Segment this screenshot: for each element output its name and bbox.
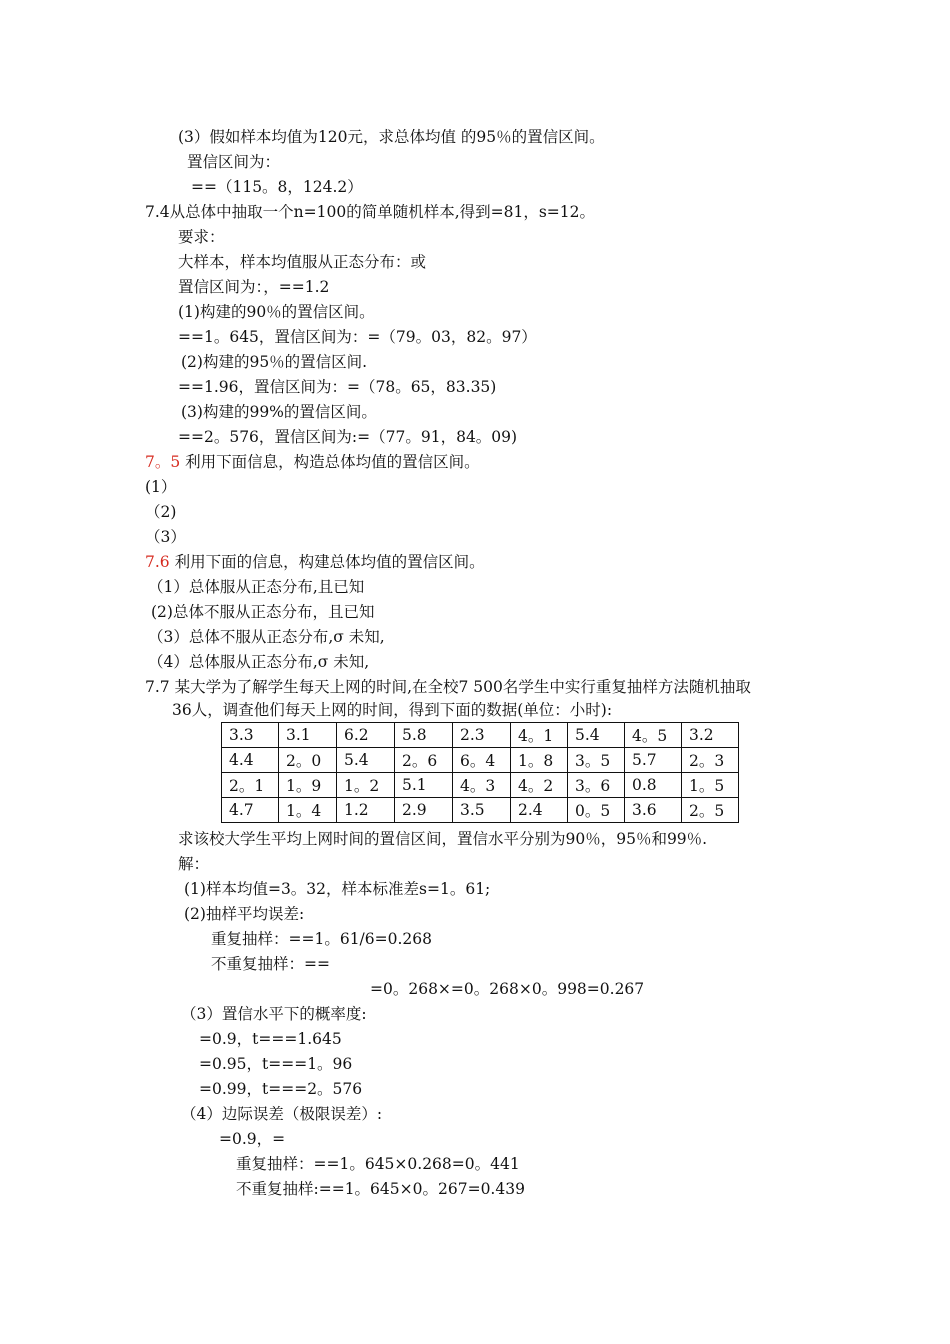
table-row [222,798,739,823]
table-cell: 4.4 [222,748,279,773]
line-7-5-title [145,452,480,472]
table-cell: 3.6 [625,798,682,823]
line-7-6-item-4: （4）总体服从正态分布,σ 未知, [148,653,370,671]
line-interval-result: ==（115。8，124.2） [191,178,363,196]
line-99-result: ==2。576，置信区间为:=（77。91，84。09) [178,428,518,446]
table-cell: 4。2 [511,773,568,798]
line-7-6-item-3: （3）总体不服从正态分布,σ 未知, [148,628,385,646]
section-text-7-6: 利用下面的信息，构建总体均值的置信区间。 [169,553,485,571]
table-cell: 4.7 [222,798,279,823]
table-cell: 1.2 [337,798,395,823]
line-7-7-question: 求该校大学生平均上网时间的置信区间，置信水平分别为90％，95％和99％. [178,830,708,848]
table-cell: 1。2 [337,773,395,798]
table-cell: 2。6 [395,748,453,773]
line-interval-label: 置信区间为： [187,153,281,171]
table-cell: 2.9 [395,798,453,823]
table-cell: 3。6 [568,773,625,798]
table-cell: 6.2 [337,723,395,748]
table-cell: 3.1 [279,723,337,748]
line-probability-degree: （3）置信水平下的概率度: [181,1005,367,1023]
line-sampling-error: (2)抽样平均误差: [184,905,305,923]
table-row [222,748,739,773]
line-7-6-item-1: （1）总体服从正态分布,且已知 [148,578,365,596]
table-cell: 4。3 [453,773,511,798]
online-hours-table [221,722,739,823]
section-number-7-5: 7。5 [145,453,181,471]
table-cell: 3.2 [682,723,739,748]
line-normal-dist: 大样本，样本均值服从正态分布：或 [178,253,427,271]
line-7-5-item-3: （3） [145,528,186,546]
line-7-6-title [145,552,485,572]
table-cell: 4。5 [625,723,682,748]
line-t-99: =0.99，t===2。576 [199,1080,363,1098]
line-90-result: ==1。645，置信区间为：=（79。03，82。97） [178,328,537,346]
line-margin-repeated: 重复抽样：==1。645×0.268=0。441 [236,1155,520,1173]
line-7-5-item-2: （2) [145,503,177,521]
line-nonrepeated-sampling: 不重复抽样：== [211,955,330,973]
section-text-7-5: 利用下面信息，构造总体均值的置信区间。 [180,453,480,471]
table-cell: 0。5 [568,798,625,823]
line-7-4-title: 7.4从总体中抽取一个n=100的简单随机样本,得到=81，s=12。 [145,203,596,221]
table-cell: 3.5 [453,798,511,823]
line-7-7-title: 7.7 某大学为了解学生每天上网的时间,在全校7 500名学生中实行重复抽样方法随机抽取 [145,678,751,696]
table-cell: 2.3 [453,723,511,748]
table-cell: 5.8 [395,723,453,748]
line-90-ci: (1)构建的90％的置信区间。 [178,303,375,321]
table-cell: 1。4 [279,798,337,823]
line-t-95: =0.95，t===1。96 [199,1055,353,1073]
line-margin-90: =0.9，= [219,1130,286,1148]
table-cell: 2。5 [682,798,739,823]
table-cell: 5.7 [625,748,682,773]
line-99-ci: (3)构建的99%的置信区间。 [181,403,377,421]
table-cell: 1。8 [511,748,568,773]
table-cell: 5.1 [395,773,453,798]
line-7-6-item-2: (2)总体不服从正态分布，且已知 [151,603,375,621]
table-cell: 5.4 [568,723,625,748]
line-t-90: =0.9，t===1.645 [199,1030,342,1048]
table-cell: 4。1 [511,723,568,748]
table-cell: 5.4 [337,748,395,773]
line-solution: 解： [178,855,210,873]
line-nonrepeated-result: =0。268×=0。268×0。998=0.267 [370,980,645,998]
section-number-7-6: 7.6 [145,553,170,571]
line-sample-mean: (1)样本均值=3。32，样本标准差s=1。61; [184,880,491,898]
line-repeated-sampling: 重复抽样：==1。61/6=0.268 [211,930,433,948]
table-cell: 2.4 [511,798,568,823]
table-cell: 6。4 [453,748,511,773]
table-cell: 1。5 [682,773,739,798]
table-cell: 2。3 [682,748,739,773]
table-cell: 3。5 [568,748,625,773]
table-cell: 1。9 [279,773,337,798]
line-std-error: 置信区间为：，==1.2 [178,278,330,296]
table-cell: 0.8 [625,773,682,798]
table-cell: 2。0 [279,748,337,773]
table-cell: 2。1 [222,773,279,798]
table-row [222,773,739,798]
line-q3-mean-120: (3）假如样本均值为120元，求总体均值 的95％的置信区间。 [178,128,605,146]
line-7-7-title-cont: 36人，调查他们每天上网的时间，得到下面的数据(单位：小时): [172,701,613,719]
line-requirement: 要求： [178,228,225,246]
line-95-result: ==1.96，置信区间为：=（78。65，83.35) [178,378,497,396]
table-cell: 3.3 [222,723,279,748]
line-7-5-item-1: (1） [145,478,177,496]
line-95-ci: (2)构建的95％的置信区间. [181,353,368,371]
line-margin-nonrepeated: 不重复抽样:==1。645×0。267=0.439 [236,1180,525,1198]
line-margin-error: （4）边际误差（极限误差）: [181,1105,383,1123]
table-row [222,723,739,748]
